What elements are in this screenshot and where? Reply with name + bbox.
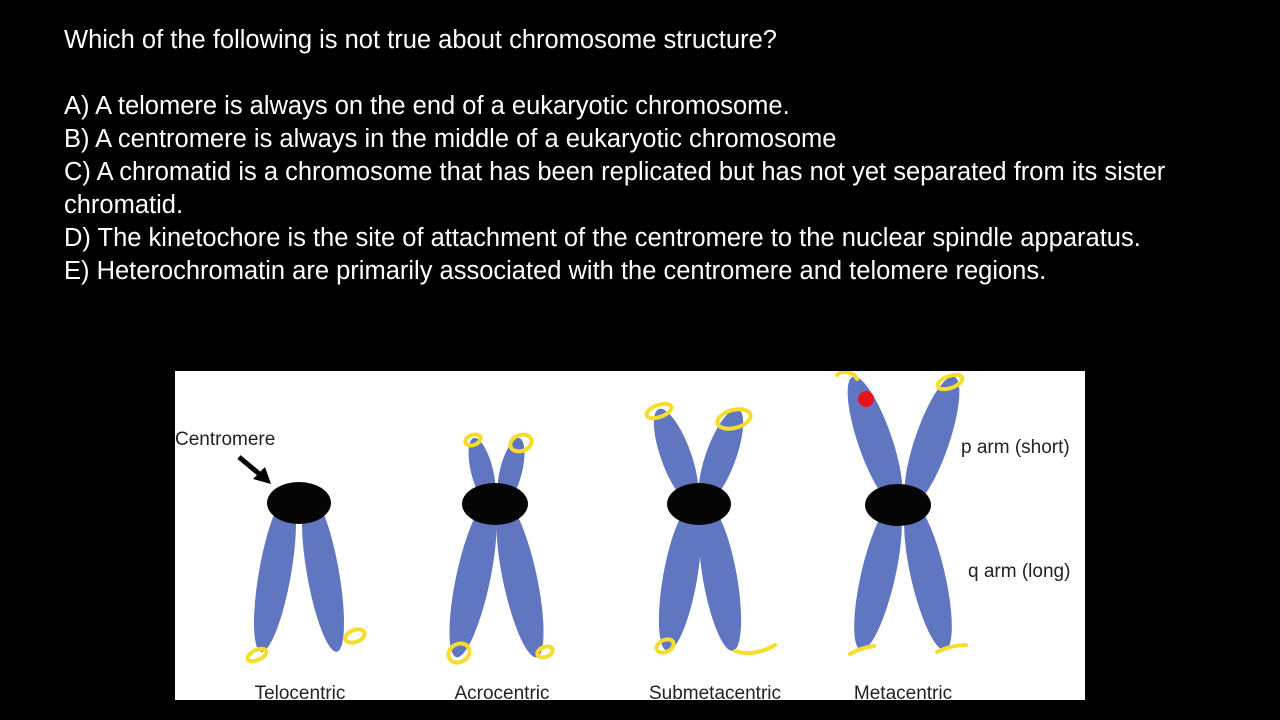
chromosome-telocentric [245,482,352,655]
p-arm-label: p arm (short) [961,437,1070,458]
option-d: D) The kinetochore is the site of attachment of the centromere to the nuclear spindle apparatus. [64,224,1141,252]
centromere [667,483,731,525]
label-telocentric: Telocentric [254,683,346,700]
label-submetacentric: Submetacentric [648,683,782,700]
option-a: A) A telomere is always on the end of a eukaryotic chromosome. [64,92,790,120]
chromosome-diagram [175,371,1085,700]
centromere [462,483,528,525]
chromosome-acrocentric [440,435,554,660]
label-metacentric: Metacentric [853,683,953,700]
telomere-mark [735,645,775,653]
centromere-arrow-icon [239,457,271,484]
chromosome-metacentric [837,371,970,654]
red-pointer-dot [858,391,874,407]
centromere-label: Centromere [175,429,276,450]
chromosome-diagram-svg [175,371,1085,700]
centromere [267,482,331,524]
question-block [64,24,1254,288]
q-arm-label: q arm (long) [968,561,1071,582]
option-b: B) A centromere is always in the middle of a eukaryotic chromosome [64,125,837,153]
chromosome-submetacentric [645,404,752,654]
option-e: E) Heterochromatin are primarily associated with the centromere and telomere regions. [64,257,1047,285]
question-title: Which of the following is not true about chromosome structure? [64,26,777,54]
label-acrocentric: Acrocentric [454,683,550,700]
telomere-mark [344,627,367,645]
option-c: C) A chromatid is a chromosome that has been replicated but has not yet separated from its sister chromatid. [64,158,1166,219]
telomere-mark [246,646,268,664]
telomere-mark [850,646,874,654]
centromere [865,484,931,526]
spacer [64,57,1254,90]
